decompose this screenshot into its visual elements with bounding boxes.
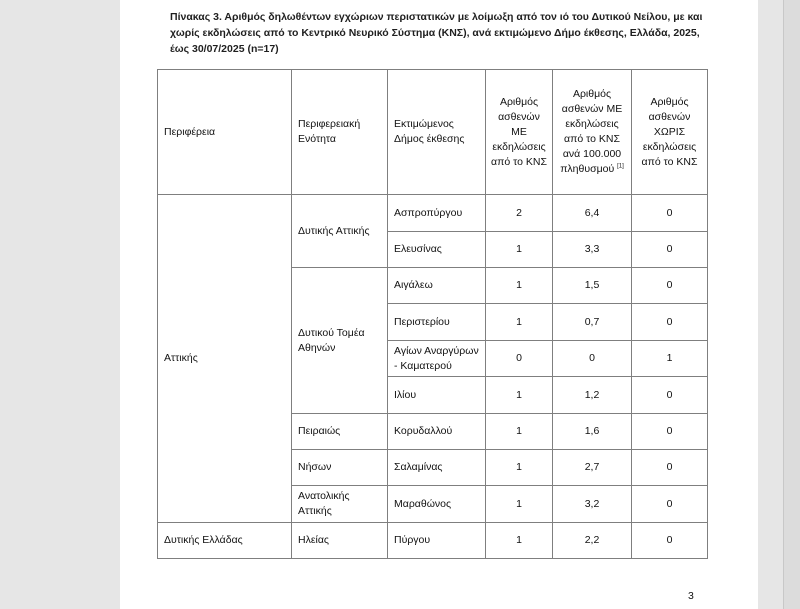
without-cns-cell: 0	[632, 268, 708, 304]
municipality-cell: Περιστερίου	[388, 304, 486, 341]
header-without-cns: Αριθμός ασθενών ΧΩΡΙΣ εκδηλώσεις από το ΚΝΣ	[632, 70, 708, 195]
rate-cell: 2,2	[553, 523, 632, 559]
without-cns-cell: 0	[632, 304, 708, 341]
header-with-cns-rate-text: Αριθμός ασθενών ΜΕ εκδηλώσεις από το ΚΝΣ ανά 100.000 πληθυσμού	[560, 88, 623, 175]
with-cns-cell: 1	[486, 304, 553, 341]
municipality-cell: Κορυδαλλού	[388, 414, 486, 450]
window-edge	[783, 0, 800, 609]
rate-cell: 1,6	[553, 414, 632, 450]
header-row	[158, 70, 708, 195]
region-cell: Δυτικής Ελλάδας	[158, 523, 292, 559]
with-cns-cell: 1	[486, 523, 553, 559]
table-row	[158, 195, 708, 232]
page-number: 3	[688, 590, 694, 602]
municipality-cell: Αγίων Αναργύρων - Καματερού	[388, 341, 486, 377]
rate-cell: 3,3	[553, 232, 632, 268]
header-region: Περιφέρεια	[158, 70, 292, 195]
municipality-cell: Πύργου	[388, 523, 486, 559]
unit-cell: Ηλείας	[292, 523, 388, 559]
rate-cell: 3,2	[553, 486, 632, 523]
unit-cell: Πειραιώς	[292, 414, 388, 450]
with-cns-cell: 0	[486, 341, 553, 377]
with-cns-cell: 1	[486, 486, 553, 523]
with-cns-cell: 2	[486, 195, 553, 232]
municipality-cell: Ελευσίνας	[388, 232, 486, 268]
unit-cell: Ανατολικής Αττικής	[292, 486, 388, 523]
without-cns-cell: 0	[632, 195, 708, 232]
rate-cell: 6,4	[553, 195, 632, 232]
rate-cell: 0	[553, 341, 632, 377]
unit-cell: Νήσων	[292, 450, 388, 486]
header-with-cns: Αριθμός ασθενών ΜΕ εκδηλώσεις από το ΚΝΣ	[486, 70, 553, 195]
region-cell: Αττικής	[158, 195, 292, 523]
rate-cell: 1,2	[553, 377, 632, 414]
table-caption: Πίνακας 3. Αριθμός δηλωθέντων εγχώριων περιστατικών με λοίμωξη από τον ιό του Δυτικού Νείλου, με και χωρίς εκδηλώσεις από το Κεντρικό Νευρικό Σύστημα (ΚΝΣ), ανά εκτιμώμενο Δήμο έκθεσης, Ελλάδα, 2025, έως 30/07/2025 (n=17)	[170, 11, 703, 55]
rate-cell: 0,7	[553, 304, 632, 341]
municipality-cell: Μαραθώνος	[388, 486, 486, 523]
rate-cell: 2,7	[553, 450, 632, 486]
municipality-cell: Αιγάλεω	[388, 268, 486, 304]
with-cns-cell: 1	[486, 450, 553, 486]
municipality-cell: Σαλαμίνας	[388, 450, 486, 486]
header-with-cns-rate	[553, 70, 632, 195]
municipality-cell: Ασπροπύργου	[388, 195, 486, 232]
with-cns-cell: 1	[486, 414, 553, 450]
table-row	[158, 523, 708, 559]
without-cns-cell: 0	[632, 232, 708, 268]
header-regional-unit: Περιφερειακή Ενότητα	[292, 70, 388, 195]
without-cns-cell: 0	[632, 377, 708, 414]
without-cns-cell: 1	[632, 341, 708, 377]
header-municipality: Εκτιμώμενος Δήμος έκθεσης	[388, 70, 486, 195]
with-cns-cell: 1	[486, 232, 553, 268]
with-cns-cell: 1	[486, 268, 553, 304]
without-cns-cell: 0	[632, 414, 708, 450]
without-cns-cell: 0	[632, 523, 708, 559]
unit-cell: Δυτικού Τομέα Αθηνών	[292, 268, 388, 414]
municipality-cell: Ιλίου	[388, 377, 486, 414]
footnote-ref: [1]	[617, 163, 624, 170]
unit-cell: Δυτικής Αττικής	[292, 195, 388, 268]
without-cns-cell: 0	[632, 450, 708, 486]
without-cns-cell: 0	[632, 486, 708, 523]
cases-table	[157, 69, 708, 559]
with-cns-cell: 1	[486, 377, 553, 414]
rate-cell: 1,5	[553, 268, 632, 304]
